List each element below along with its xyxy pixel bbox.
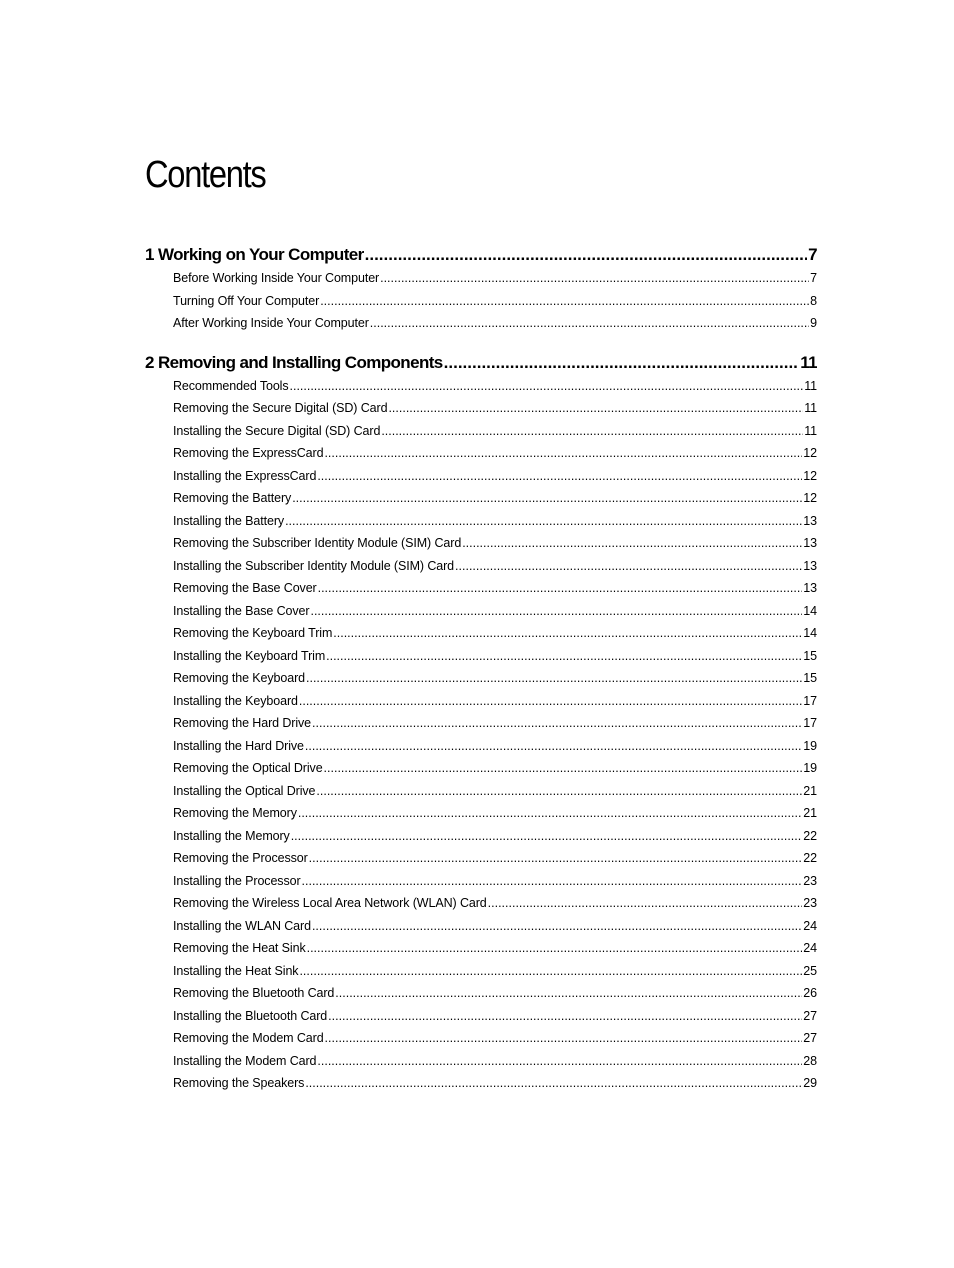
toc-section-entry[interactable] xyxy=(145,555,817,578)
toc-section-entry[interactable] xyxy=(145,937,817,960)
toc-section-title: Installing the Optical Drive xyxy=(173,783,316,798)
toc-page-number: 27 xyxy=(803,1008,817,1023)
toc-page-number: 28 xyxy=(803,1053,817,1068)
toc-dot-leader xyxy=(335,982,802,1005)
toc-section-title: Removing the Keyboard Trim xyxy=(173,626,333,640)
toc-dot-leader xyxy=(316,780,802,803)
toc-dot-leader xyxy=(462,532,802,555)
toc-dot-leader xyxy=(325,1027,803,1050)
toc-dot-leader xyxy=(444,351,800,375)
toc-section-entry[interactable] xyxy=(145,600,817,623)
toc-section-entry[interactable] xyxy=(145,442,817,465)
toc-dot-leader xyxy=(299,690,802,713)
toc-section-entry[interactable] xyxy=(145,645,817,668)
toc-dot-leader xyxy=(333,622,802,645)
toc-page-number: 13 xyxy=(803,513,817,528)
toc-section-title: Removing the Speakers xyxy=(173,1076,305,1090)
toc-page-number: 15 xyxy=(803,671,817,685)
table-of-contents xyxy=(145,243,817,1095)
toc-page-number: 11 xyxy=(804,378,817,393)
toc-page-number: 9 xyxy=(810,316,817,330)
toc-section-entry[interactable] xyxy=(145,312,817,335)
toc-page-number: 27 xyxy=(803,1031,817,1045)
toc-section-title: Removing the ExpressCard xyxy=(173,446,324,460)
toc-chapter-heading[interactable] xyxy=(145,243,817,267)
toc-section-title: Installing the Hard Drive xyxy=(173,738,304,753)
toc-section-entry[interactable] xyxy=(145,667,817,690)
toc-dot-leader xyxy=(302,870,803,893)
toc-page-number: 24 xyxy=(803,941,817,955)
toc-page-number: 21 xyxy=(803,783,817,798)
toc-page-number: 17 xyxy=(803,716,817,730)
toc-section-entry[interactable] xyxy=(145,487,817,510)
toc-section-title: Installing the Keyboard xyxy=(173,693,298,708)
toc-section-title: Removing the Subscriber Identity Module (SIM) Card xyxy=(173,536,462,550)
toc-dot-leader xyxy=(306,667,802,690)
toc-section-list xyxy=(145,375,817,1095)
toc-dot-leader xyxy=(365,243,808,267)
toc-section-entry[interactable] xyxy=(145,757,817,780)
toc-section-entry[interactable] xyxy=(145,825,817,848)
toc-dot-leader xyxy=(285,510,802,533)
toc-dot-leader xyxy=(326,645,802,668)
toc-page-number: 29 xyxy=(803,1076,817,1090)
toc-section-title: Removing the Hard Drive xyxy=(173,716,312,730)
toc-page-number: 7 xyxy=(808,245,817,264)
toc-section-entry[interactable] xyxy=(145,960,817,983)
toc-dot-leader xyxy=(312,915,802,938)
toc-page-number: 13 xyxy=(803,581,817,595)
toc-section-title: Installing the Secure Digital (SD) Card xyxy=(173,423,381,438)
toc-section-title: Removing the Wireless Local Area Network (WLAN) Card xyxy=(173,896,487,910)
toc-dot-leader xyxy=(305,1072,802,1095)
toc-dot-leader xyxy=(320,290,809,313)
toc-dot-leader xyxy=(299,960,802,983)
toc-section-title: Installing the ExpressCard xyxy=(173,468,317,483)
toc-dot-leader xyxy=(328,1005,802,1028)
toc-section-entry[interactable] xyxy=(145,510,817,533)
toc-page-number: 23 xyxy=(803,873,817,888)
toc-section-title: Removing the Bluetooth Card xyxy=(173,986,335,1000)
toc-section-entry[interactable] xyxy=(145,375,817,398)
toc-section-title: Removing the Heat Sink xyxy=(173,941,306,955)
toc-page-number: 25 xyxy=(803,963,817,978)
toc-page-number: 11 xyxy=(804,401,817,415)
toc-section-title: Removing the Base Cover xyxy=(173,581,317,595)
toc-section-entry[interactable] xyxy=(145,892,817,915)
toc-page-number: 13 xyxy=(803,558,817,573)
toc-section-entry[interactable] xyxy=(145,847,817,870)
toc-section-entry[interactable] xyxy=(145,1027,817,1050)
toc-section-entry[interactable] xyxy=(145,690,817,713)
toc-page-number: 19 xyxy=(803,761,817,775)
toc-section-title: Removing the Optical Drive xyxy=(173,761,323,775)
toc-page-number: 19 xyxy=(803,738,817,753)
toc-section-entry[interactable] xyxy=(145,267,817,290)
toc-section-entry[interactable] xyxy=(145,870,817,893)
toc-section-title: Removing the Memory xyxy=(173,806,297,820)
toc-section-title: Removing the Processor xyxy=(173,851,308,865)
toc-section-title: Installing the Modem Card xyxy=(173,1053,317,1068)
toc-section-entry[interactable] xyxy=(145,532,817,555)
toc-page-number: 8 xyxy=(810,293,817,308)
toc-page-number: 12 xyxy=(803,446,817,460)
toc-section-title: Installing the Battery xyxy=(173,513,285,528)
toc-section-title: Installing the Keyboard Trim xyxy=(173,648,326,663)
toc-section-title: After Working Inside Your Computer xyxy=(173,316,369,330)
toc-section-title: Recommended Tools xyxy=(173,378,289,393)
toc-section-entry[interactable] xyxy=(145,802,817,825)
toc-section-entry[interactable] xyxy=(145,780,817,803)
toc-page-number: 7 xyxy=(810,271,817,285)
toc-dot-leader xyxy=(298,802,802,825)
toc-section-title: Removing the Secure Digital (SD) Card xyxy=(173,401,388,415)
toc-page-number: 12 xyxy=(803,491,817,505)
toc-dot-leader xyxy=(380,267,809,290)
toc-section-title: Installing the Base Cover xyxy=(173,603,310,618)
toc-dot-leader xyxy=(309,847,803,870)
toc-page-number: 15 xyxy=(803,648,817,663)
toc-page-number: 13 xyxy=(803,536,817,550)
toc-section-entry[interactable] xyxy=(145,290,817,313)
toc-dot-leader xyxy=(312,712,802,735)
toc-section-title: Turning Off Your Computer xyxy=(173,293,320,308)
toc-chapter-title: 1 Working on Your Computer xyxy=(145,245,364,264)
toc-page-number: 14 xyxy=(803,603,817,618)
toc-section-title: Removing the Modem Card xyxy=(173,1031,324,1045)
toc-section-entry[interactable] xyxy=(145,622,817,645)
toc-dot-leader xyxy=(305,735,802,758)
toc-section-title: Installing the Memory xyxy=(173,828,290,843)
toc-chapter-title: 2 Removing and Installing Components xyxy=(145,352,443,372)
toc-section-entry[interactable] xyxy=(145,1050,817,1073)
toc-section-entry[interactable] xyxy=(145,712,817,735)
toc-section-title: Before Working Inside Your Computer xyxy=(173,271,380,285)
toc-dot-leader xyxy=(317,1050,802,1073)
toc-page-number: 11 xyxy=(800,352,817,372)
toc-dot-leader xyxy=(324,442,802,465)
toc-dot-leader xyxy=(381,420,803,443)
toc-dot-leader xyxy=(488,892,803,915)
toc-page-number: 14 xyxy=(803,626,817,640)
toc-page-number: 21 xyxy=(803,806,817,820)
toc-page-number: 22 xyxy=(803,851,817,865)
toc-section-title: Removing the Battery xyxy=(173,491,292,505)
toc-page-number: 23 xyxy=(803,896,817,910)
toc-page-number: 26 xyxy=(803,986,817,1000)
toc-chapter-1 xyxy=(145,243,817,335)
toc-section-entry[interactable] xyxy=(145,1005,817,1028)
toc-section-title: Installing the Bluetooth Card xyxy=(173,1008,328,1023)
toc-section-entry[interactable] xyxy=(145,735,817,758)
toc-dot-leader xyxy=(370,312,809,335)
toc-dot-leader xyxy=(388,397,803,420)
toc-dot-leader xyxy=(310,600,802,623)
toc-page-number: 11 xyxy=(804,423,817,438)
toc-section-title: Installing the Heat Sink xyxy=(173,963,299,978)
toc-dot-leader xyxy=(318,577,803,600)
toc-page-number: 17 xyxy=(803,693,817,708)
toc-section-entry[interactable] xyxy=(145,915,817,938)
toc-dot-leader xyxy=(292,487,802,510)
toc-dot-leader xyxy=(291,825,803,848)
toc-dot-leader xyxy=(290,375,804,398)
toc-section-title: Installing the Subscriber Identity Module (SIM) Card xyxy=(173,558,455,573)
toc-dot-leader xyxy=(324,757,803,780)
toc-dot-leader xyxy=(307,937,803,960)
toc-chapter-heading[interactable] xyxy=(145,351,817,375)
toc-section-list xyxy=(145,267,817,335)
toc-page-number: 22 xyxy=(803,828,817,843)
toc-section-title: Installing the Processor xyxy=(173,873,301,888)
toc-section-entry[interactable] xyxy=(145,1072,817,1095)
toc-page-number: 24 xyxy=(803,918,817,933)
toc-chapter-2 xyxy=(145,351,817,1095)
page-title: Contents xyxy=(145,154,266,196)
toc-dot-leader xyxy=(455,555,802,578)
toc-section-entry[interactable] xyxy=(145,982,817,1005)
toc-dot-leader xyxy=(317,465,802,488)
toc-section-title: Removing the Keyboard xyxy=(173,671,306,685)
toc-section-entry[interactable] xyxy=(145,397,817,420)
toc-section-entry[interactable] xyxy=(145,465,817,488)
toc-section-entry[interactable] xyxy=(145,577,817,600)
toc-page-number: 12 xyxy=(803,468,817,483)
toc-section-entry[interactable] xyxy=(145,420,817,443)
toc-section-title: Installing the WLAN Card xyxy=(173,918,311,933)
